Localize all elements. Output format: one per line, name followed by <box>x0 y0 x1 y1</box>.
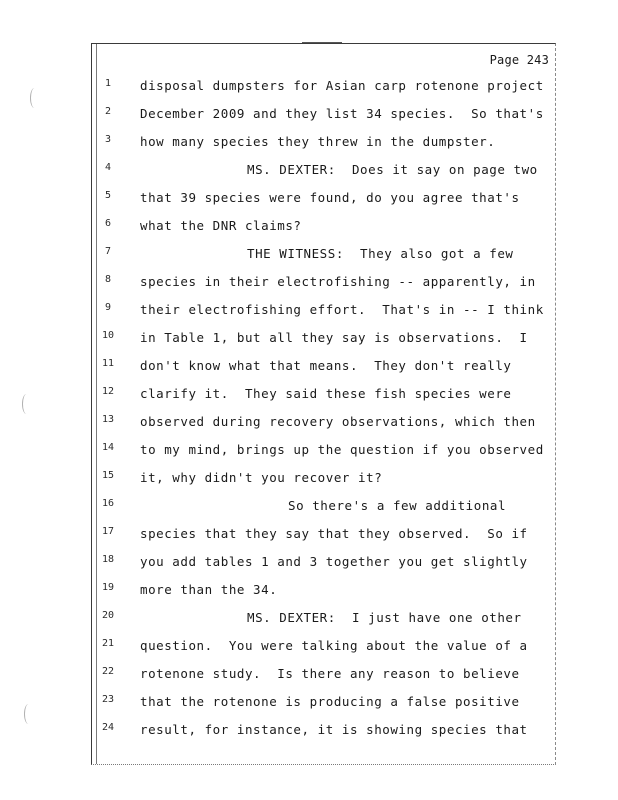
line-number: 8 <box>104 274 112 285</box>
line-number: 10 <box>101 330 115 341</box>
line-text: that 39 species were found, do you agree that's <box>140 190 520 205</box>
line-text: disposal dumpsters for Asian carp rotenone project <box>140 78 544 93</box>
transcript-line-4 <box>92 162 557 190</box>
speaker-line-text: THE WITNESS: They also got a few <box>247 246 514 261</box>
line-number: 7 <box>104 246 112 257</box>
transcript-line-3 <box>92 134 557 162</box>
transcript-line-23 <box>92 694 557 722</box>
transcript-line-8 <box>92 274 557 302</box>
transcript-line-18 <box>92 554 557 582</box>
binder-hole-mark-middle <box>22 394 31 414</box>
line-text: don't know what that means. They don't really <box>140 358 512 373</box>
line-number: 20 <box>101 610 115 621</box>
line-text: species in their electrofishing -- apparently, in <box>140 274 536 289</box>
binder-hole-mark-top <box>30 88 39 108</box>
transcript-line-19 <box>92 582 557 610</box>
transcript-line-13 <box>92 414 557 442</box>
transcript-line-12 <box>92 386 557 414</box>
speaker-line-text: MS. DEXTER: Does it say on page two <box>247 162 538 177</box>
transcript-line-1 <box>92 78 557 106</box>
line-text: observed during recovery observations, which then <box>140 414 536 429</box>
line-number: 1 <box>104 78 112 89</box>
line-text: more than the 34. <box>140 582 278 597</box>
line-number: 13 <box>101 414 115 425</box>
line-number: 11 <box>101 358 115 369</box>
line-text: you add tables 1 and 3 together you get slightly <box>140 554 528 569</box>
transcript-line-7 <box>92 246 557 274</box>
line-number: 5 <box>104 190 112 201</box>
line-number: 9 <box>104 302 112 313</box>
line-text: December 2009 and they list 34 species. So that's <box>140 106 544 121</box>
line-text: question. You were talking about the value of a <box>140 638 528 653</box>
binder-hole-mark-bottom <box>24 704 33 724</box>
line-text: it, why didn't you recover it? <box>140 470 383 485</box>
line-number: 2 <box>104 106 112 117</box>
transcript-page <box>91 43 556 765</box>
line-number: 23 <box>101 694 115 705</box>
transcript-line-16 <box>92 498 557 526</box>
line-text: So there's a few additional <box>288 498 507 513</box>
line-number: 24 <box>101 722 115 733</box>
line-text: rotenone study. Is there any reason to believe <box>140 666 520 681</box>
line-text: to my mind, brings up the question if you observed <box>140 442 544 457</box>
line-text: how many species they threw in the dumpster. <box>140 134 496 149</box>
line-text: what the DNR claims? <box>140 218 302 233</box>
line-number: 3 <box>104 134 112 145</box>
transcript-line-2 <box>92 106 557 134</box>
line-number: 21 <box>101 638 115 649</box>
line-text: that the rotenone is producing a false positive <box>140 694 520 709</box>
line-text: clarify it. They said these fish species were <box>140 386 512 401</box>
line-number: 19 <box>101 582 115 593</box>
line-number: 14 <box>101 442 115 453</box>
page-number: Page 243 <box>489 53 549 67</box>
line-text: in Table 1, but all they say is observations. I <box>140 330 528 345</box>
transcript-line-24 <box>92 722 557 750</box>
transcript-line-5 <box>92 190 557 218</box>
line-number: 6 <box>104 218 112 229</box>
transcript-line-14 <box>92 442 557 470</box>
line-number: 17 <box>101 526 115 537</box>
transcript-line-22 <box>92 666 557 694</box>
line-number: 16 <box>101 498 115 509</box>
line-text: species that they say that they observed. So if <box>140 526 528 541</box>
transcript-line-6 <box>92 218 557 246</box>
transcript-line-17 <box>92 526 557 554</box>
line-number: 22 <box>101 666 115 677</box>
line-number: 15 <box>101 470 115 481</box>
speaker-line-text: MS. DEXTER: I just have one other <box>247 610 522 625</box>
transcript-line-9 <box>92 302 557 330</box>
transcript-line-11 <box>92 358 557 386</box>
transcript-line-10 <box>92 330 557 358</box>
line-number: 18 <box>101 554 115 565</box>
transcript-line-21 <box>92 638 557 666</box>
transcript-line-20 <box>92 610 557 638</box>
top-mark <box>302 42 342 46</box>
line-number: 12 <box>101 386 115 397</box>
line-text: result, for instance, it is showing species that <box>140 722 528 737</box>
line-text: their electrofishing effort. That's in -- I think <box>140 302 544 317</box>
line-number: 4 <box>104 162 112 173</box>
transcript-line-15 <box>92 470 557 498</box>
